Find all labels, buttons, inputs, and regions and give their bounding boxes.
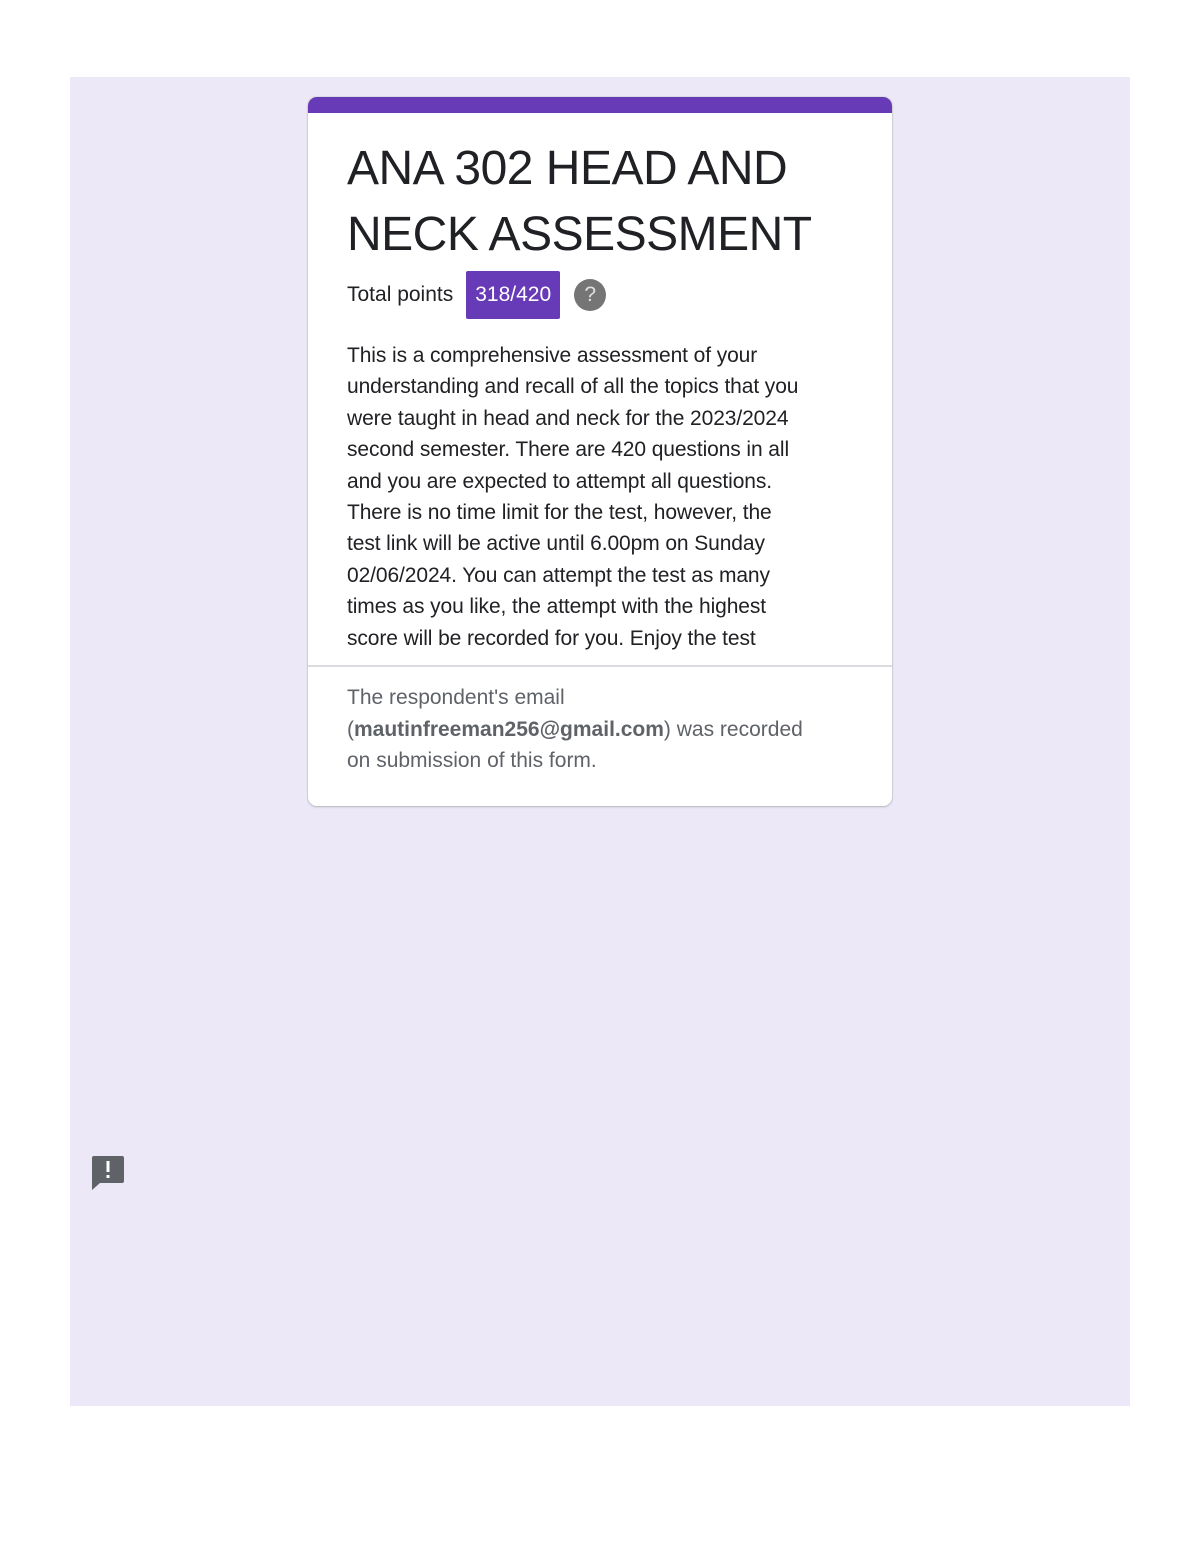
total-points-row	[347, 271, 857, 319]
card-divider	[308, 665, 892, 667]
form-header-card	[308, 97, 892, 806]
form-description: This is a comprehensive assessment of your understanding and recall of all the topics that you were taught in head and neck for the 2023/2024 second semester. There are 420 questions in all and you are expected to attempt all questions. There is no time limit for the test, however, the test link will be active until 6.00pm on Sunday 02/06/2024. You can attempt the test as many times as you like, the attempt with the highest score will be recorded for you. Enjoy the test	[347, 344, 799, 650]
report-feedback-icon[interactable]	[91, 1155, 125, 1191]
form-title: ANA 302 HEAD AND NECK ASSESSMENT	[347, 142, 812, 261]
card-accent-bar	[308, 97, 892, 113]
email-note-suffix: ) was recorded on submission of this form.	[347, 717, 803, 772]
email-note-prefix: The respondent's email (	[347, 686, 565, 741]
card-header	[347, 136, 857, 654]
respondent-email: mautinfreeman256@gmail.com	[354, 717, 664, 741]
score-badge: 318/420	[466, 271, 560, 319]
respondent-email-note	[347, 682, 857, 777]
help-circle-icon[interactable]: ?	[574, 279, 606, 311]
total-points-label: Total points	[347, 283, 454, 306]
